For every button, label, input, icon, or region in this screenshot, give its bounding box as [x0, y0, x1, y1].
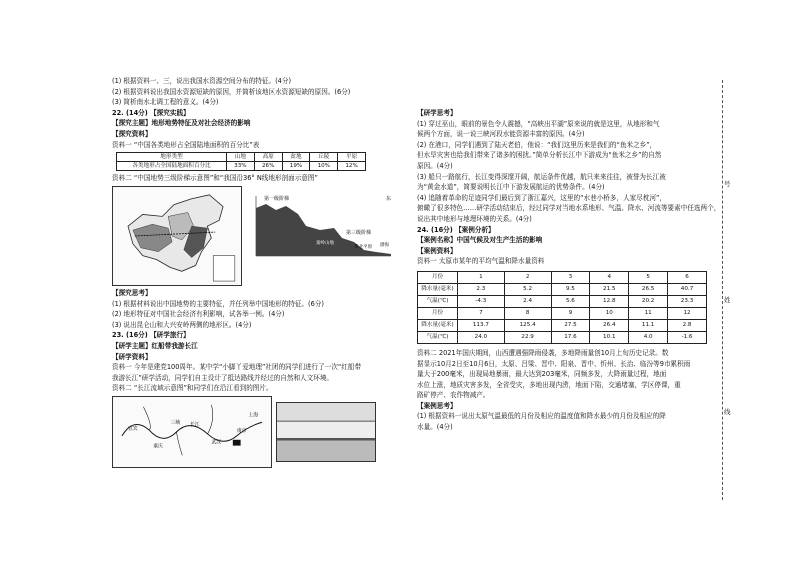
table-cell: 11	[629, 307, 668, 319]
table-cell: 9.5	[551, 283, 590, 295]
profile-label: 第三级阶梯	[346, 229, 372, 236]
map-label: 三峡	[170, 420, 181, 427]
table-cell: 高原	[254, 153, 282, 162]
table-cell: 26.4	[590, 319, 629, 331]
table-cell: 7	[458, 307, 505, 319]
map-label: 上海	[248, 412, 259, 419]
table-cell: 8	[504, 307, 551, 319]
table-cell: 盆地	[282, 153, 310, 162]
table-cell: 22.9	[504, 331, 551, 343]
q-line: (2) 地形特征对中国社会经济有利影响，试各举一例。(4分)	[112, 310, 285, 319]
table-cell: 20.2	[629, 295, 668, 307]
profile-label: 第一级阶梯	[264, 195, 290, 202]
table-cell: 9	[551, 307, 590, 319]
q-line: 原因。(4分)	[417, 161, 453, 170]
table-cell: -1.6	[668, 331, 707, 343]
climate-table	[417, 271, 707, 344]
table-cell: 12%	[338, 162, 366, 171]
q-line: (2) 在港口，同学们遇到了陆天老伯，他说：“我们这里历来是我们的“鱼米之乡”，	[417, 140, 657, 149]
question-heading: 23. (16分) 【研学旅行】	[112, 331, 190, 340]
table-cell: 10%	[310, 162, 338, 171]
china-terrain-map	[112, 186, 242, 286]
q-line: 说出其中地形与地理环境的关系。(4分)	[417, 214, 532, 223]
section-heading: 【研学资料】	[112, 352, 152, 361]
material-caption: 资料一 太原市某年的平均气温和降水量资料	[417, 257, 545, 266]
q-line: 水量。(4分)	[417, 423, 453, 432]
q-line: (1) 穿过巫山，眼前的景色令人震撼，“高峡出平湖”原来说的就是这里，从地形和气	[417, 119, 660, 128]
binding-line	[722, 80, 744, 500]
table-cell: 113.7	[458, 319, 505, 331]
section-heading: 【研学主题】红船带我游长江	[112, 341, 198, 350]
material-text: 据显示10月2日至10月6日，太原、吕梁、晋中、阳泉、晋中、忻州、长治、临汾等9市累积雨	[417, 359, 691, 368]
table-row	[418, 307, 707, 319]
table-row	[418, 295, 707, 307]
table-cell: 地形类型	[117, 153, 227, 162]
table-cell: 2.8	[668, 319, 707, 331]
material-caption: 资料二 “中国地势三级阶梯示意图”和“我国沿36° N线地形剖面示意图”	[112, 174, 318, 183]
table-cell: 11.1	[629, 319, 668, 331]
jiaxing-photo	[276, 402, 376, 462]
table-cell: 平原	[338, 153, 366, 162]
table-cell: 27.5	[551, 319, 590, 331]
table-cell: 2.4	[504, 295, 551, 307]
q-line: (1) 根据资料一说出太原气温最低的月份及相应的温度值和降水最少的月份及相应的降	[417, 412, 666, 421]
map-label: 长江	[190, 422, 200, 429]
profile-label: 渤海	[380, 242, 389, 248]
left-column	[112, 76, 404, 470]
section-heading: 【探究资料】	[112, 129, 152, 138]
table-cell: 5.6	[551, 295, 590, 307]
table-cell: 4.0	[629, 331, 668, 343]
profile-label: 秦岭山地	[316, 240, 334, 246]
table-cell: 6	[668, 271, 707, 283]
section-heading: 【案例思考】	[417, 401, 457, 410]
q-line: (4) 追随着革命的足迹同学们最后到了浙江嘉兴，这里的“水巷小桥多，人家尽枕河”，	[417, 193, 667, 202]
terrain-profile-chart	[246, 186, 396, 266]
table-cell: 5	[629, 271, 668, 283]
map-label: 武汉	[211, 439, 222, 446]
material-text: 路矿停产、农作物减产。	[417, 391, 490, 400]
material-text: 我游长江”研学活动，同学们自主设计了抵达路线并经过的自然和人文环境。	[112, 373, 334, 382]
map-label: 宜宾	[127, 425, 138, 432]
section-heading: 【探究思考】	[112, 288, 152, 297]
q-line: (1) 根据资料一、三，说出我国水资源空间分布的特征。(4分)	[112, 77, 292, 85]
marker-icon	[233, 440, 241, 446]
figure-row	[112, 186, 404, 286]
table-cell: 月份	[418, 271, 458, 283]
material-text: 资料二 2021年国庆期间，山西遭遇强降雨侵袭，多地降雨量创10月上旬历史记录。数	[417, 348, 669, 357]
section-heading: 【探究主题】地形地势特征及对社会经济的影响	[112, 119, 251, 128]
table-cell: 23.3	[668, 295, 707, 307]
table-cell: 19%	[282, 162, 310, 171]
map-label: 重庆	[153, 443, 163, 450]
q-line: (1) 根据材料说出中国地势的主要特征，并任列举中国地形的特征。(6分)	[112, 299, 324, 308]
q-line: (3) 船只一路航行，长江变得深邃开阔，航运条件优越，航只来来往往，被誉为长江被	[417, 172, 666, 181]
table-row	[117, 153, 366, 162]
question-heading: 22. (14分) 【探究实践】	[112, 108, 190, 117]
table-cell: 山地	[227, 153, 255, 162]
table-cell: 21.5	[590, 283, 629, 295]
table-cell: 2.3	[458, 283, 505, 295]
profile-label: 第二级阶梯	[306, 217, 332, 224]
figure-row	[112, 396, 404, 468]
table-cell: 丘陵	[310, 153, 338, 162]
table-cell: 10	[590, 307, 629, 319]
section-heading: 【案例名称】中国气候及对生产生活的影响	[417, 236, 543, 245]
table-cell: 1	[458, 271, 505, 283]
material-text: 水位上涨，地质灾害多发，全省受灾，多地出现内涝，地面下陷，交通堵塞，学区停课，重	[417, 380, 681, 389]
table-row	[418, 331, 707, 343]
table-cell: -4.3	[458, 295, 505, 307]
table-cell: 12.8	[590, 295, 629, 307]
table-cell: 17.6	[551, 331, 590, 343]
table-cell: 26%	[254, 162, 282, 171]
table-cell: 40.7	[668, 283, 707, 295]
q-line: (2) 根据资料说出我国水资源短缺的原因，并简析该地区水资源短缺的原因。(6分)	[112, 87, 351, 96]
material-caption: 资料二 “长江流域示意图”和同学们在沿江看到的图片。	[112, 384, 273, 393]
map-label: 南京	[236, 427, 247, 434]
question-heading: 24. (16分) 【案例分析】	[417, 225, 495, 234]
table-row	[418, 319, 707, 331]
right-column	[417, 108, 721, 433]
table-cell: 24.0	[458, 331, 505, 343]
yangtze-basin-map	[112, 396, 272, 468]
q-line: 为“黄金水道”，简要说明长江中下游发展航运的优势条件。(4分)	[417, 183, 605, 192]
q-line: 但水旱灾害也给我们带来了诸多的困扰。”简单分析长江中下游成为“鱼米之乡”的自然	[417, 151, 662, 160]
profile-label: 华北平原	[354, 244, 372, 250]
table-cell: 26.5	[629, 283, 668, 295]
table-cell: 125.4	[504, 319, 551, 331]
table-cell: 气温(℃)	[418, 331, 458, 343]
terrain-table	[116, 152, 366, 171]
section-heading: 【案例资料】	[417, 246, 457, 255]
table-cell: 各类地形占全国陆地面积百分比	[117, 162, 227, 171]
q-line: 候两个方面，说一说三峡河段水能资源丰富的原因。(4分)	[417, 130, 585, 139]
table-row	[418, 271, 707, 283]
section-heading: 【研学思考】	[417, 109, 457, 117]
table-cell: 5.2	[504, 283, 551, 295]
table-cell: 4	[590, 271, 629, 283]
sidebar-label: 线	[724, 408, 731, 416]
table-cell: 33%	[227, 162, 255, 171]
table-cell: 降水量(毫米)	[418, 283, 458, 295]
q-line: (3) 简析南水北调工程的意义。(4分)	[112, 98, 219, 107]
table-cell: 2	[504, 271, 551, 283]
material-text: 量大于200毫米，出现局地暴雨，最大达到203毫米，同频多发，大降雨量过程，地面	[417, 370, 667, 379]
table-cell: 12	[668, 307, 707, 319]
material-caption: 资料一 “中国各类地形占全国陆地面积的百分比”表	[112, 140, 260, 149]
table-cell: 降水量(毫米)	[418, 319, 458, 331]
table-cell: 月份	[418, 307, 458, 319]
q-line: 俯瞰了很多特色……研学活动结束后，经过同学对当地水系地形、气温、降水、河流等要素中任选两个，	[417, 204, 721, 213]
q-line: (3) 说出昆仑山和大兴安岭两侧的地形区。(4分)	[112, 320, 252, 329]
table-row	[117, 162, 366, 171]
table-cell: 10.1	[590, 331, 629, 343]
table-cell: 3	[551, 271, 590, 283]
material-text: 资料一 今年是建党100周年。某中学“小脚丫爱地理”社团的同学们进行了一次“红船带	[112, 363, 362, 372]
sidebar-label: 姓	[724, 296, 731, 304]
profile-label: 东	[386, 195, 392, 202]
table-cell: 气温(℃)	[418, 295, 458, 307]
sidebar-label: 号	[724, 180, 731, 188]
table-row	[418, 283, 707, 295]
